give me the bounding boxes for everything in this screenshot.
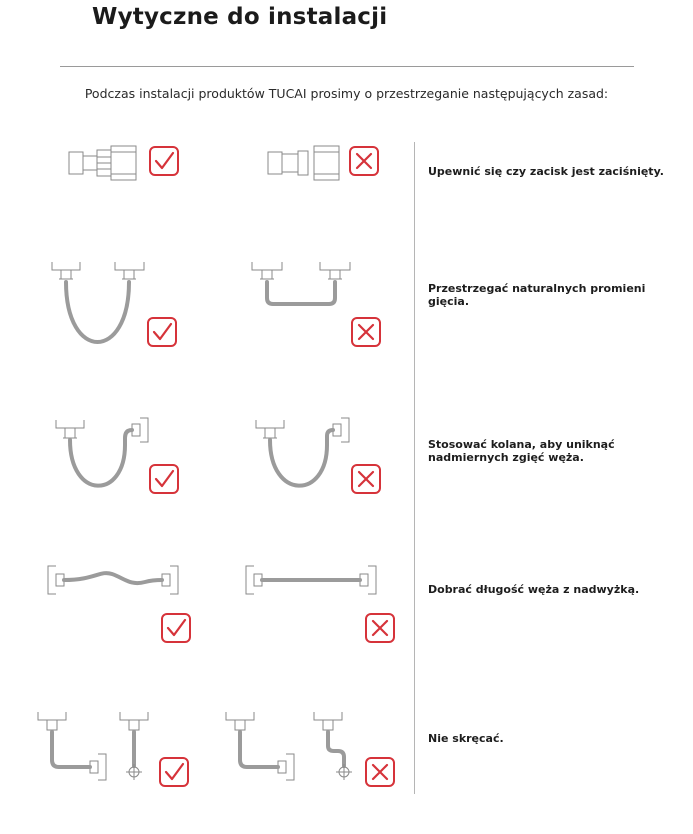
checkmark-icon	[148, 318, 176, 346]
cross-icon	[366, 614, 394, 642]
elbow-bad-illustration	[256, 418, 349, 486]
guideline-2-text: Przestrzegać naturalnych promieni gięcia.	[428, 282, 646, 308]
fitting-loose-illustration	[268, 146, 339, 180]
guideline-3-text: Stosować kolana, aby uniknąć nadmiernych zgięć węża.	[428, 438, 615, 464]
checkmark-icon	[160, 758, 188, 786]
cross-icon	[352, 318, 380, 346]
bend-radius-good-illustration	[52, 262, 144, 342]
hose-length-good-illustration	[48, 566, 178, 594]
cross-icon	[350, 147, 378, 175]
cross-icon	[352, 465, 380, 493]
no-twist-good-illustration	[38, 712, 148, 780]
page-title: Wytyczne do instalacji	[92, 4, 388, 30]
cross-icon	[366, 758, 394, 786]
checkmark-icon	[150, 147, 178, 175]
checkmark-icon	[162, 614, 190, 642]
bend-radius-bad-illustration	[252, 262, 350, 304]
hose-length-bad-illustration	[246, 566, 376, 594]
guideline-4-text: Dobrać długość węża z nadwyżką.	[428, 583, 640, 596]
elbow-good-illustration	[56, 418, 148, 486]
intro-text: Podczas instalacji produktów TUCAI prosimy o przestrzeganie następujących zasad:	[84, 86, 609, 101]
no-twist-bad-illustration	[226, 712, 352, 780]
guideline-5-text: Nie skręcać.	[428, 732, 504, 745]
fitting-tight-illustration	[69, 146, 136, 180]
checkmark-icon	[150, 465, 178, 493]
guideline-1-text: Upewnić się czy zacisk jest zaciśnięty.	[428, 165, 664, 178]
